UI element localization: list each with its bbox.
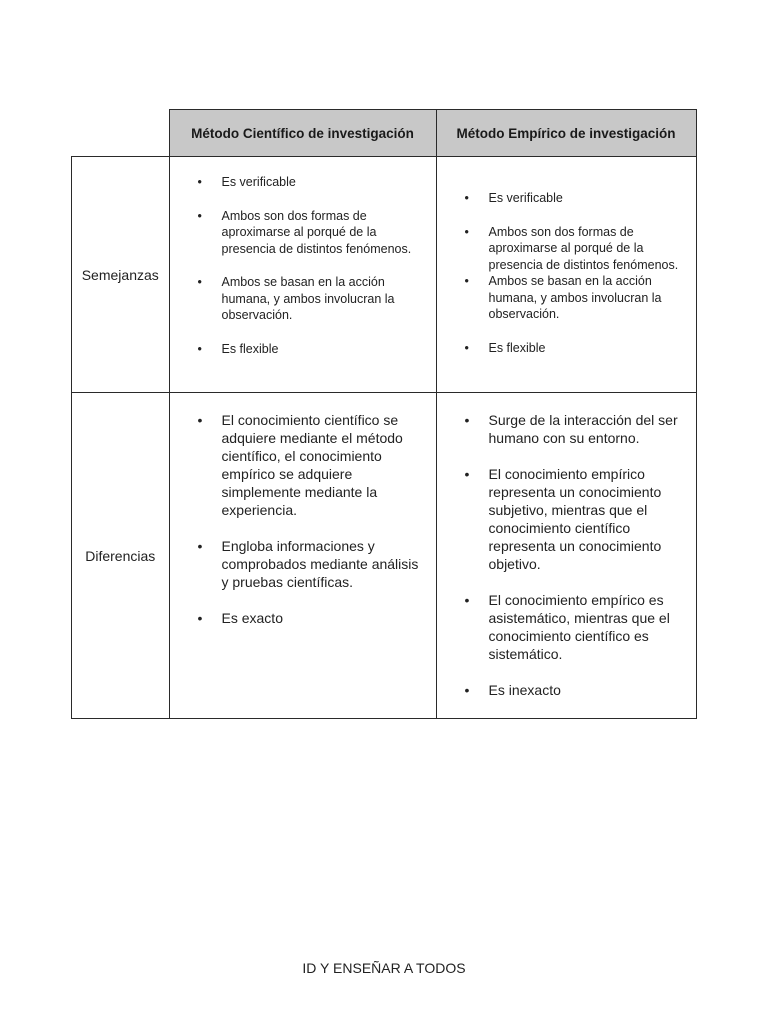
similarities-row xyxy=(72,157,697,393)
page-footer: ID Y ENSEÑAR A TODOS xyxy=(302,960,466,976)
differences-empirical-cell xyxy=(436,393,696,719)
header-empirical-method: Método Empírico de investigación xyxy=(436,110,696,157)
list-item: • Ambos se basan en la acción humana, y ambos involucran la observación. xyxy=(170,274,436,324)
list-item: • El conocimiento empírico representa un conocimiento subjetivo, mientras que el conocimiento científico representa un conocimiento objetivo. xyxy=(437,465,696,573)
list-item: • Ambos son dos formas de aproximarse al porqué de la presencia de distintos fenómenos. xyxy=(170,208,436,258)
list-item: • Ambos son dos formas de aproximarse al porqué de la presencia de distintos fenómenos. xyxy=(437,224,696,274)
similarities-empirical-cell xyxy=(436,157,696,393)
list-item: • Es flexible xyxy=(170,341,436,358)
similarities-scientific-cell xyxy=(169,157,436,393)
list-item: • Es verificable xyxy=(170,174,436,191)
list-item: • Es verificable xyxy=(437,190,696,207)
empty-corner-cell xyxy=(72,110,170,157)
differences-scientific-cell xyxy=(169,393,436,719)
header-row xyxy=(72,110,697,157)
list-item: • Es exacto xyxy=(170,609,436,627)
list-item: • Surge de la interacción del ser humano con su entorno. xyxy=(437,411,696,447)
row-label-differences: Diferencias xyxy=(72,393,170,719)
list-item: • Engloba informaciones y comprobados mediante análisis y pruebas científicas. xyxy=(170,537,436,591)
list-item: • Es inexacto xyxy=(437,681,696,699)
header-scientific-method: Método Científico de investigación xyxy=(169,110,436,157)
differences-row xyxy=(72,393,697,719)
list-item: • El conocimiento empírico es asistemático, mientras que el conocimiento científico es sistemático. xyxy=(437,591,696,663)
comparison-table xyxy=(71,109,697,719)
list-item: • Ambos se basan en la acción humana, y ambos involucran la observación. xyxy=(437,273,696,323)
list-item: • Es flexible xyxy=(437,340,696,357)
row-label-similarities: Semejanzas xyxy=(72,157,170,393)
list-item: • El conocimiento científico se adquiere mediante el método científico, el conocimiento empírico se adquiere simplemente mediante la experiencia. xyxy=(170,411,436,519)
